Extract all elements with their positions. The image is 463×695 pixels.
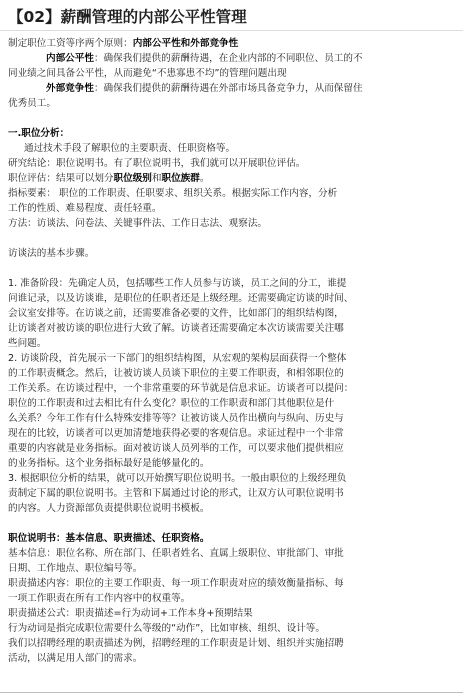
interview-line: 的工作职责概念。然后，让被访谈人员谈下职位的主要工作职责，和相邻职位的 — [8, 368, 344, 379]
interview-heading: 访谈法的基本步骤。 — [8, 248, 95, 259]
heading-prefix: 一. — [8, 128, 22, 139]
interview-line: 职位的工作职责和过去相比有什么变化？职位的工作职责和部门其他职位是什 — [8, 398, 335, 409]
eval-mid: 和 — [151, 173, 162, 184]
principle-prefix: 制定职位工资等序两个原则： — [8, 38, 133, 49]
job-analysis-line-6: 方法：访谈法、问卷法、关键事件法、工作日志法、观察法。 — [8, 218, 268, 229]
principle-line — [8, 36, 455, 51]
interview-line: 的内容。人力资源部负责提供职位说明书模板。 — [8, 503, 210, 514]
jd-line: 行为动词是指完成职位需要什么等级的“动作”，比如审核、组织、设计等。 — [8, 623, 325, 634]
jd-line: 我们以招聘经理的职责描述为例，招聘经理的工作职责是计划、组织并实施招聘 — [8, 638, 344, 649]
internal-line-1 — [8, 51, 455, 66]
spacer — [8, 516, 455, 531]
interview-line: 工作关系。在访谈过程中，一个非常重要的环节就是信息求证。访谈者可以提问： — [8, 383, 354, 394]
jd-line: 活动，以满足用人部门的需求。 — [8, 653, 143, 664]
job-analysis-line-1: 通过技术手段了解职位的主要职责、任职资格等。 — [24, 143, 236, 154]
principle-bold: 内部公平性和外部竞争性 — [132, 38, 239, 49]
external-line-1 — [8, 81, 455, 96]
interview-line: 2. 访谈阶段，首先展示一下部门的组织结构图，从宏观的架构层面获得一个整体 — [8, 353, 347, 364]
heading-text: 职位分析 — [21, 128, 60, 139]
internal-line-2: 同业绩之间具备公平性，从而避免“不患寡患不均”的管理问题出现 — [8, 68, 287, 79]
title-bar — [0, 2, 463, 31]
jd-line: 职责描述内容：职位的主要工作职责、每一项工作职责对应的绩效衡量指标、每 — [8, 578, 344, 589]
internal-fairness-label: 内部公平性 — [46, 53, 94, 64]
page-title: 【02】薪酬管理的内部公平性管理 — [8, 8, 247, 26]
job-description-heading: 职位说明书：基本信息、职责描述、任职资格。 — [8, 533, 210, 544]
interview-line: 现在的比较，访谈者可以更加清楚地获得必要的客观信息。求证过程中一个非常 — [8, 428, 344, 439]
interview-line: 重要的内容就是业务指标。面对被访谈人员列举的工作，可以要求他们提供相应 — [8, 443, 344, 454]
spacer — [8, 231, 455, 246]
interview-line: 让访谈者对被访谈的职位进行大致了解。访谈者还需要确定本次访谈需要关注哪 — [8, 323, 344, 334]
job-analysis-line-5: 工作的性质、难易程度、责任轻重。 — [8, 203, 162, 214]
spacer — [8, 111, 455, 126]
interview-line: 3. 根据职位分析的结果，就可以开始撰写职位说明书。一般由职位的上级经理负 — [8, 473, 347, 484]
jd-line: 日期、工作地点、职位编号等。 — [8, 563, 143, 574]
jd-line: 基本信息：职位名称、所在部门、任职者姓名、直属上级职位、审批部门、审批 — [8, 548, 344, 559]
eval-bold-1: 职位级别 — [113, 173, 152, 184]
spacer — [8, 261, 455, 276]
internal-fairness-text: ：确保我们提供的薪酬待遇，在企业内部的不同职位、员工的不 — [93, 53, 363, 64]
interview-line: 么关系？今年工作有什么特殊安排等等？让被访谈人员作出横向与纵向、历史与 — [8, 413, 344, 424]
interview-line: 问谁记录，以及访谈谁，是职位的任职者还是上级经理。还需要确定访谈的时间、 — [8, 293, 354, 304]
interview-line: 些问题。 — [8, 338, 47, 349]
interview-line: 责制定下属的职位说明书。主管和下属通过讨论的形式，让双方认可职位说明书 — [8, 488, 344, 499]
interview-line: 的业务指标。这个业务指标最好是能够量化的。 — [8, 458, 210, 469]
heading-suffix: ： — [59, 128, 70, 139]
jd-line: 一项工作职责在所有工作内容中的权重等。 — [8, 593, 191, 604]
section-heading-job-analysis — [8, 126, 455, 141]
job-analysis-line-2: 研究结论：职位说明书。有了职位说明书，我们就可以开展职位评估。 — [8, 158, 306, 169]
external-line-2: 优秀员工。 — [8, 98, 56, 109]
external-competitiveness-label: 外部竞争性 — [46, 83, 94, 94]
job-analysis-line-4: 指标要素： 职位的工作职责、任职要求、组织关系。根据实际工作内容，分析 — [8, 188, 338, 199]
eval-suffix: 。 — [199, 173, 210, 184]
bottom-divider — [0, 692, 463, 693]
eval-bold-2: 职位族群 — [161, 173, 200, 184]
interview-line: 1. 准备阶段：先确定人员，包括哪些工作人员参与访谈，员工之间的分工，谁提 — [8, 278, 347, 289]
eval-prefix: 职位评估：结果可以划分 — [8, 173, 114, 184]
job-analysis-line-3 — [8, 171, 455, 186]
external-competitiveness-text: ：确保我们提供的薪酬待遇在外部市场具备竞争力，从而保留住 — [93, 83, 363, 94]
interview-line: 会议室安排等。在访谈之前，还需要准备必要的文件，比如部门的组织结构图， — [8, 308, 344, 319]
jd-line: 职责描述公式：职责描述=行为动词+工作本身+预期结果 — [8, 608, 253, 619]
